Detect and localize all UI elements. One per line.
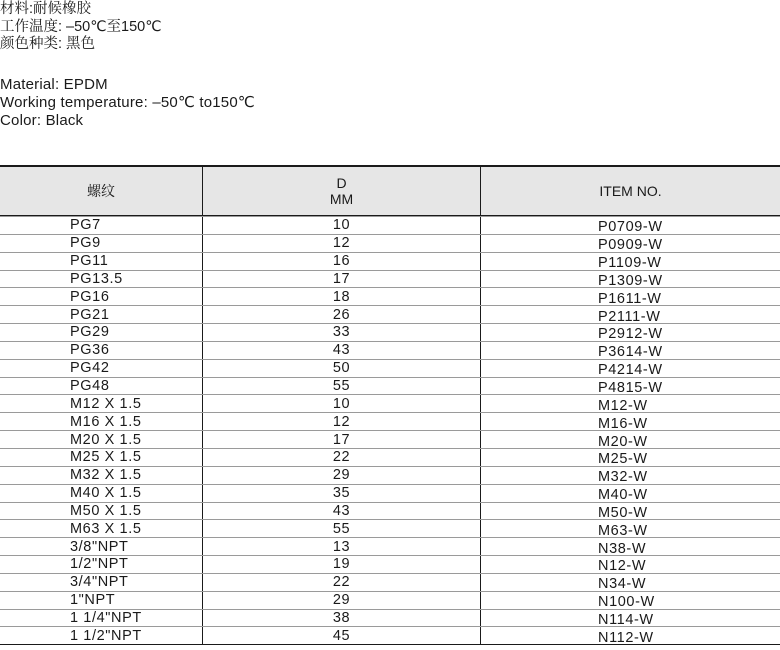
cell-item-no: M50-W	[598, 504, 648, 521]
table-row	[0, 394, 780, 412]
table-row	[0, 216, 780, 234]
cell-diameter: 55	[332, 378, 351, 395]
table-row	[0, 430, 780, 448]
cell-item-no: P1309-W	[598, 272, 663, 289]
cell-diameter: 19	[332, 556, 351, 573]
cell-item-no: N34-W	[598, 576, 647, 593]
spec-temperature-en: Working temperature: –50℃ to150℃	[0, 94, 255, 111]
table-row	[0, 305, 780, 323]
spec-color-cn: 颜色种类: 黑色	[0, 36, 96, 52]
cell-thread: PG36	[70, 342, 110, 359]
cell-item-no: P1611-W	[598, 290, 662, 307]
table-row	[0, 484, 780, 502]
cell-diameter: 50	[332, 360, 351, 377]
cell-thread: M20 X 1.5	[70, 431, 142, 448]
spec-temperature-cn: 工作温度: –50℃至150℃	[0, 18, 162, 35]
cell-thread: M50 X 1.5	[70, 502, 142, 519]
spec-material-cn: 材料:耐候橡胶	[0, 1, 92, 17]
cell-thread: PG29	[70, 324, 110, 341]
cell-item-no: M40-W	[598, 487, 648, 504]
cell-item-no: P3614-W	[598, 344, 663, 361]
table-row	[0, 287, 780, 305]
table-row	[0, 270, 780, 288]
table-row	[0, 573, 780, 591]
cell-thread: PG42	[70, 360, 110, 377]
cell-diameter: 10	[332, 395, 351, 412]
cell-diameter: 29	[332, 467, 351, 484]
table-row	[0, 448, 780, 466]
cell-thread: PG13.5	[70, 270, 123, 287]
cell-diameter: 38	[332, 609, 351, 626]
table-row	[0, 555, 780, 573]
cell-item-no: M25-W	[598, 451, 648, 468]
cell-diameter: 17	[332, 431, 351, 448]
cell-thread: 3/8"NPT	[70, 538, 129, 555]
cell-item-no: N38-W	[598, 540, 647, 557]
cell-item-no: M63-W	[598, 522, 648, 539]
spec-cn	[0, 1, 162, 54]
cell-thread: M25 X 1.5	[70, 449, 142, 466]
cell-item-no: P2111-W	[598, 308, 661, 325]
cell-diameter: 22	[332, 449, 351, 466]
table-row	[0, 323, 780, 341]
header-thread-label: 螺纹	[87, 183, 115, 199]
header-mm-label: MM	[329, 191, 354, 207]
table-row	[0, 519, 780, 537]
table-body	[0, 216, 780, 645]
cell-diameter: 29	[332, 592, 351, 609]
cell-diameter: 17	[332, 270, 351, 287]
cell-diameter: 22	[332, 574, 351, 591]
cell-thread: M32 X 1.5	[70, 467, 142, 484]
cell-thread: M12 X 1.5	[70, 395, 142, 412]
cell-thread: PG16	[70, 288, 110, 305]
header-d-label: D	[336, 175, 347, 191]
table-row	[0, 412, 780, 430]
cell-diameter: 43	[332, 502, 351, 519]
table-row	[0, 377, 780, 395]
cell-thread: M16 X 1.5	[70, 413, 142, 430]
header-item-label: ITEM NO.	[599, 183, 662, 199]
spec-material-en: Material: EPDM	[0, 76, 108, 93]
cell-item-no: M16-W	[598, 415, 648, 432]
table-row	[0, 626, 780, 644]
cell-thread: 1 1/4"NPT	[70, 609, 142, 626]
cell-item-no: M32-W	[598, 469, 648, 486]
spec-en	[0, 76, 255, 130]
product-table	[0, 165, 780, 645]
cell-diameter: 43	[332, 342, 351, 359]
cell-item-no: P4214-W	[598, 362, 663, 379]
cell-diameter: 12	[332, 235, 351, 252]
cell-item-no: P0709-W	[598, 219, 663, 236]
header-diameter	[203, 167, 480, 215]
cell-diameter: 35	[332, 485, 351, 502]
cell-thread: PG21	[70, 306, 110, 323]
header-item-no	[481, 167, 780, 215]
cell-item-no: P2912-W	[598, 326, 663, 343]
cell-item-no: M12-W	[598, 397, 648, 414]
table-row	[0, 341, 780, 359]
table-row	[0, 359, 780, 377]
table-row	[0, 466, 780, 484]
cell-thread: 1"NPT	[70, 592, 116, 609]
cell-item-no: N114-W	[598, 611, 654, 628]
cell-item-no: N12-W	[598, 558, 647, 575]
cell-thread: 3/4"NPT	[70, 574, 129, 591]
table-row	[0, 234, 780, 252]
cell-diameter: 10	[332, 217, 351, 234]
header-thread	[0, 167, 202, 215]
column-divider	[202, 167, 203, 215]
cell-item-no: N112-W	[598, 629, 654, 646]
cell-diameter: 55	[332, 520, 351, 537]
cell-item-no: P0909-W	[598, 237, 663, 254]
cell-thread: PG9	[70, 235, 101, 252]
cell-diameter: 26	[332, 306, 351, 323]
cell-item-no: P1109-W	[598, 255, 662, 272]
table-row	[0, 609, 780, 627]
cell-thread: M63 X 1.5	[70, 520, 142, 537]
cell-diameter: 16	[332, 253, 351, 270]
cell-diameter: 45	[332, 627, 351, 644]
cell-thread: 1/2"NPT	[70, 556, 129, 573]
cell-thread: 1 1/2"NPT	[70, 627, 142, 644]
cell-diameter: 13	[332, 538, 351, 555]
table-row	[0, 537, 780, 555]
cell-thread: M40 X 1.5	[70, 485, 142, 502]
cell-diameter: 12	[332, 413, 351, 430]
cell-item-no: M20-W	[598, 433, 648, 450]
cell-thread: PG48	[70, 378, 110, 395]
spec-color-en: Color: Black	[0, 112, 84, 129]
cell-thread: PG11	[70, 253, 109, 270]
table-row	[0, 591, 780, 609]
cell-item-no: P4815-W	[598, 380, 663, 397]
cell-diameter: 33	[332, 324, 351, 341]
cell-diameter: 18	[332, 288, 351, 305]
table-header	[0, 165, 780, 216]
table-row	[0, 252, 780, 270]
cell-thread: PG7	[70, 217, 101, 234]
column-divider	[480, 167, 481, 215]
table-row	[0, 502, 780, 520]
cell-item-no: N100-W	[598, 594, 655, 611]
